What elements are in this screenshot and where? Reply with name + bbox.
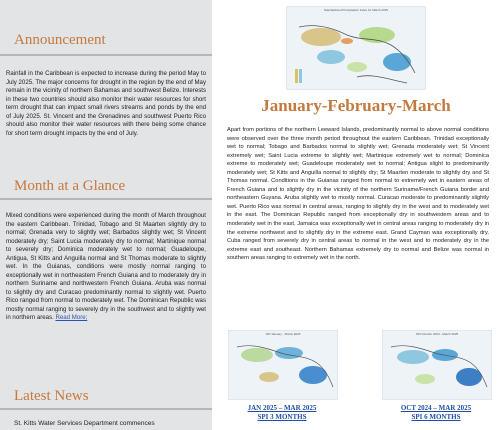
divider [0, 198, 212, 200]
divider [0, 54, 212, 56]
divider [0, 408, 212, 410]
spi-map-6-month [382, 330, 492, 400]
map-figure-icon [229, 331, 337, 399]
read-more-link[interactable]: Read More; [55, 314, 88, 321]
main-article-text: Apart from portions of the northern Leeward Islands, predominantly normal to above normal conditions were observed over the three month period throughout the eastern Caribbean. Trinidad exceptionally wet to normal; Tobago and Barbados normal to slightly wet; Grenada moderately wet; St Vincent extremely wet; Saint Lucia extreme to slightly wet; Martinique extremely wet to normal; Dominica extreme to moderately wet; Guadeloupe moderately wet to normal; Antigua slight to predominantly moderately wet; St Kitts and Anguilla normal to slightly dry; St Maarten moderate to slightly dry and St Thomas normal. Conditions in the Guianas ranged from normal to extremely wet in eastern areas of French Guiana and to slightly dry in the vicinity of the northern Suriname/French Guiana border and northeastern Guyana. Aruba slightly wet to mostly normal. Curacao moderate to predominantly slightly wet. Puerto Rico was normal in central areas, ranging to slightly dry in the west and to moderately wet in the east. The Dominican Republic ranged from exceptionally dry in southwestern areas and to moderately wet in the east. Jamaica was exceptionally wet in central areas ranging to moderately dry in the extreme northwest and to slightly dry in the extreme east. Grand Cayman was exceptionally dry. Cuba ranged from severely dry in central areas to normal in the west and to moderately dry in the extreme east and southeast. Northern Bahamas extremely dry to normal and Belize was normal in southern areas ranging to extremely wet in the north. [227, 127, 489, 262]
caption-line: SPI 6 MONTHS [411, 412, 461, 421]
caption-3-month-link[interactable] [222, 404, 342, 421]
map-figure-icon [287, 7, 425, 89]
page-title: January-February-March [261, 96, 451, 115]
glance-text [6, 212, 206, 323]
map-title: SPI January - March 2025 [265, 332, 301, 336]
map-figure-icon [383, 331, 491, 399]
caption-line: SPI 3 MONTHS [257, 412, 307, 421]
caption-6-month-link[interactable] [376, 404, 496, 421]
announcement-heading: Announcement [14, 32, 106, 48]
map-title: SPI October 2024 - March 2025 [415, 332, 459, 336]
glance-body: Mixed conditions were experienced during the month of March throughout the eastern Caribbean. Trinidad, Tobago and St Maarten slightly dry to normal; Grenada very to slightly wet; Barbados slightly wet; St Vincent moderately dry; Saint Lucia moderately dry to normal; Martinique normal to severely dry; Dominica moderately wet to normal; Guadeloupe, Antigua, St Kitts and Anguilla normal and St Thomas moderate to slightly wet. In the Guianas, conditions were mostly normal ranging to exceptionally wet in northeastern French Guiana and to moderately dry in northern Suriname and northwestern French Guiana. Aruba was normal to slightly dry and Curacao predominantly normal to slightly wet. Puerto Rico ranged from normal to moderately wet. The Dominican Republic was mostly normal ranging to severely dry in the southwest and to slightly wet in northern areas. [6, 212, 206, 321]
news-item[interactable]: St. Kitts Water Services Department commences [14, 420, 155, 427]
caption-line: OCT 2024 – MAR 2025 [400, 404, 472, 412]
caption-line: JAN 2025 – MAR 2025 [247, 404, 317, 412]
map-title: Standardized Precipitation Index for March 2025 [323, 8, 389, 12]
spi-map-3-month [228, 330, 338, 400]
sidebar [0, 0, 212, 430]
news-heading: Latest News [14, 388, 89, 404]
glance-heading: Month at a Glance [14, 178, 126, 194]
announcement-text: Rainfall in the Caribbean is expected to increase during the period May to July 2025. The major concerns for drought in the region by the end of May remain in the vicinity of northern Bahamas and southwest Belize. Interests in these two countries should also monitor their water resources for short term drought that can impact small rivers streams and ponds by the end of July 2025. St. Vincent and the Grenadines and southwest Puerto Rico should also monitor their water resources with there being some chance for short term drought impacts by the end of July. [6, 70, 206, 137]
spi-map-march [286, 6, 426, 90]
